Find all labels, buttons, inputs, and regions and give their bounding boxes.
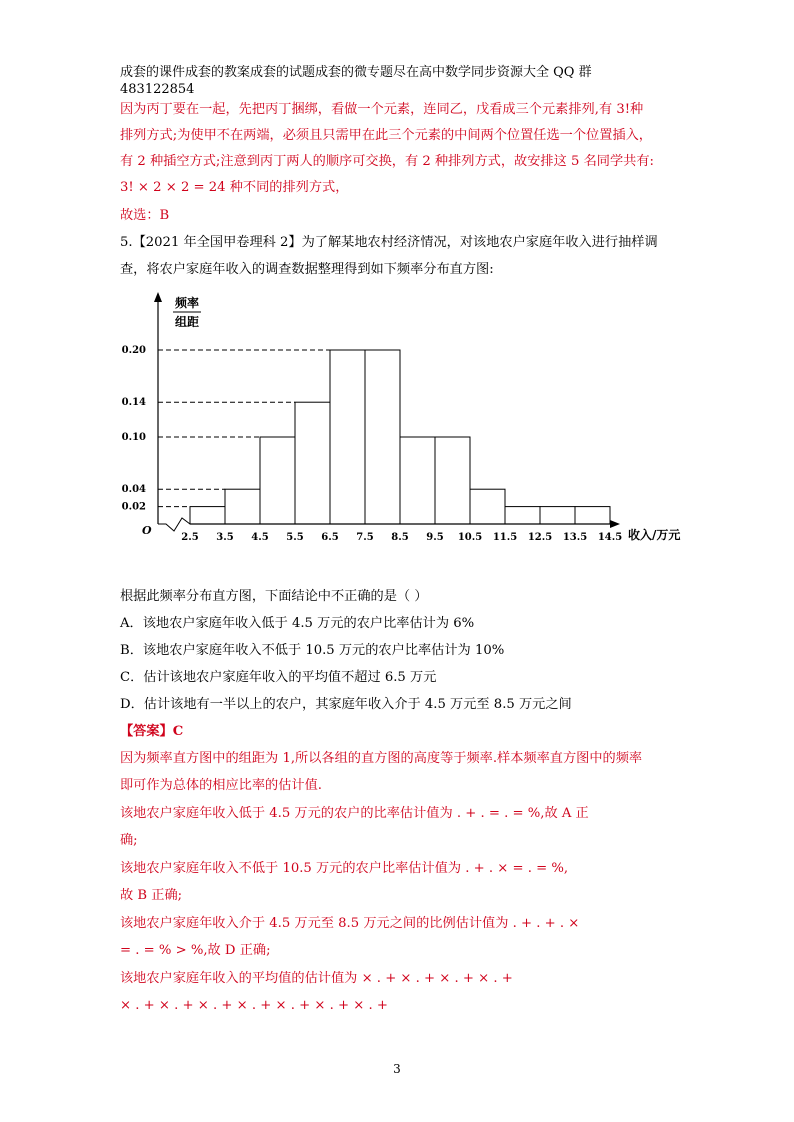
answer-line-8: = . = % > %,故 D 正确; [120, 943, 271, 958]
axis-break-mark [158, 518, 190, 531]
y-axis-label-bottom: 组距 [174, 315, 200, 329]
answer-line-3: 该地农户家庭年收入低于 4.5 万元的农户的比率估计值为 . + . = . = %,故 A 正 [120, 806, 589, 821]
x-tick-label: 9.5 [426, 532, 444, 543]
question-line-2: 查，将农户家庭年收入的调查数据整理得到如下频率分布直方图: [120, 262, 494, 277]
origin-label: O [142, 524, 152, 537]
frequency-histogram [120, 284, 690, 556]
option-a: A．该地农户家庭年收入低于 4.5 万元的农户比率估计为 6% [120, 616, 475, 631]
x-tick-label: 3.5 [216, 532, 234, 543]
y-tick-label: 0.10 [121, 432, 146, 443]
histogram-bar-3.5-4.5 [225, 489, 260, 524]
question-line-1: 5.【2021 年全国甲卷理科 2】为了解某地农村经济情况，对该地农户家庭年收入进行抽样调 [120, 235, 658, 250]
y-axis-arrow [154, 292, 162, 302]
answer-line-1: 因为频率直方图中的组距为 1,所以各组的直方图的高度等于频率.样本频率直方图中的频率 [120, 751, 643, 766]
x-axis-arrow [610, 520, 620, 528]
x-tick-label: 6.5 [321, 532, 339, 543]
x-tick-label: 12.5 [527, 532, 553, 543]
histogram-bar-6.5-7.5 [330, 350, 365, 524]
answer-line-7: 该地农户家庭年收入介于 4.5 万元至 8.5 万元之间的比例估计值为 . + . + . × [120, 916, 580, 931]
y-tick-label: 0.02 [121, 501, 146, 513]
x-tick-label: 8.5 [391, 532, 409, 543]
histogram-bar-2.5-3.5 [190, 507, 225, 524]
prev-solution-line-2: 排列方式;为使甲不在两端，必须且只需甲在此三个元素的中间两个位置任选一个位置插入， [120, 128, 652, 143]
x-axis-label: 收入/万元 [628, 528, 681, 542]
answer-line-6: 故 B 正确; [120, 888, 183, 903]
option-d: D．估计该地有一半以上的农户，其家庭年收入介于 4.5 万元至 8.5 万元之间 [120, 697, 572, 712]
answer-line-5: 该地农户家庭年收入不低于 10.5 万元的农户比率估计值为 . + . × = . = %, [120, 861, 569, 876]
y-tick-label: 0.14 [121, 397, 146, 409]
answer-line-10: × . + × . + × . + × . + × . + × . + × . + [120, 998, 388, 1013]
x-tick-label: 13.5 [562, 532, 588, 543]
histogram-bars [190, 350, 610, 524]
histogram-bar-5.5-6.5 [295, 402, 330, 524]
option-b: B．该地农户家庭年收入不低于 10.5 万元的农户比率估计为 10% [120, 643, 505, 658]
prev-solution-line-1: 因为丙丁要在一起，先把丙丁捆绑，看做一个元素，连同乙，戊看成三个元素排列,有 3!种 [120, 102, 644, 117]
x-tick-label: 2.5 [181, 532, 199, 543]
y-tick-labels [122, 345, 146, 513]
page-number: 3 [393, 1062, 401, 1076]
x-tick-label: 7.5 [356, 532, 374, 543]
x-tick-label: 10.5 [457, 532, 483, 543]
y-axis-label-top: 频率 [174, 296, 200, 310]
header-line-2: 483122854 [120, 82, 195, 97]
histogram-bar-13.5-14.5 [575, 507, 610, 524]
x-tick-label: 4.5 [251, 532, 269, 543]
histogram-bar-7.5-8.5 [365, 350, 400, 524]
histogram-bar-9.5-10.5 [435, 437, 470, 524]
header-line-1: 成套的课件成套的教案成套的试题成套的微专题尽在高中数学同步资源大全 QQ 群 [120, 65, 592, 80]
histogram-bar-4.5-5.5 [260, 437, 295, 524]
question-stem: 根据此频率分布直方图，下面结论中不正确的是（ ） [120, 589, 428, 604]
x-tick-label: 14.5 [597, 532, 623, 543]
answer-line-2: 即可作为总体的相应比率的估计值. [120, 778, 323, 793]
histogram-bar-12.5-13.5 [540, 507, 575, 524]
histogram-bar-10.5-11.5 [470, 489, 505, 524]
x-tick-label: 11.5 [492, 532, 518, 543]
y-tick-label: 0.20 [121, 345, 146, 356]
prev-solution-line-4: 3! × 2 × 2 = 24 种不同的排列方式， [120, 180, 349, 195]
answer-line-4: 确; [120, 833, 138, 848]
y-tick-label: 0.04 [121, 484, 146, 496]
x-tick-label: 5.5 [286, 532, 304, 543]
histogram-bar-11.5-12.5 [505, 507, 540, 524]
answer-line-9: 该地农户家庭年收入的平均值的估计值为 × . + × . + × . + × . + [120, 971, 513, 986]
x-tick-labels [181, 532, 622, 543]
option-c: C．估计该地农户家庭年收入的平均值不超过 6.5 万元 [120, 670, 437, 685]
prev-solution-conclusion: 故选：B [120, 208, 170, 223]
prev-solution-line-3: 有 2 种插空方式;注意到丙丁两人的顺序可交换，有 2 种排列方式，故安排这 5 名同学共有: [120, 154, 654, 169]
histogram-bar-8.5-9.5 [400, 437, 435, 524]
answer-label: 【答案】C [120, 724, 184, 739]
